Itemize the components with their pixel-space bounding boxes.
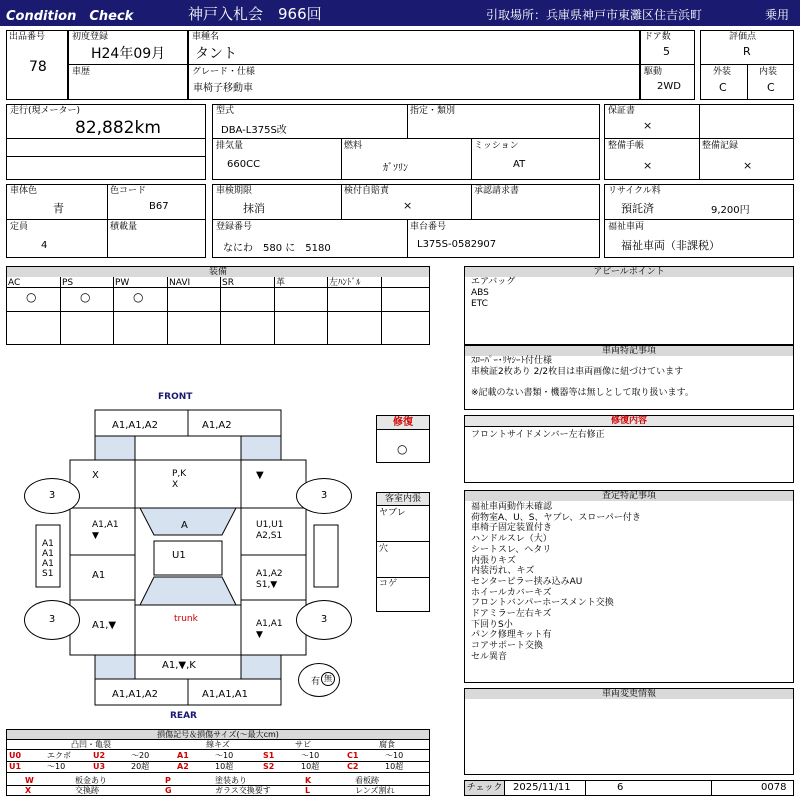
- car-name-label: 車種名: [192, 32, 220, 42]
- legend-code-1-3: S2: [263, 762, 275, 771]
- legend2-desc-0-1: 塗装あり: [215, 776, 247, 785]
- pickup-location: 引取場所：兵庫県神戸市東灘区住吉浜町: [486, 8, 703, 22]
- equip-divider-low: [327, 311, 328, 345]
- color-code-value: B67: [149, 201, 169, 212]
- legend-desc-1-0: 〜10: [47, 762, 66, 771]
- welfare-label: 福祉車両: [608, 222, 645, 232]
- appeal-line-1: ABS: [471, 288, 489, 298]
- designation-label: 指定・類別: [410, 106, 456, 116]
- legend-code-0-1: U2: [93, 751, 106, 760]
- repair-content-title: 修復内容: [465, 416, 793, 427]
- wheel-fl-value: 3: [48, 490, 56, 501]
- inspection-note-line-11: 下回りS小: [471, 619, 513, 630]
- legend-desc-1-4: 10超: [385, 762, 404, 771]
- inspection-cell: [212, 184, 600, 258]
- interior-tear: ヤブレ: [379, 508, 406, 518]
- wheel-front-right: [296, 478, 352, 514]
- legend-desc-1-3: 10超: [301, 762, 320, 771]
- appeal-line-2: ETC: [471, 299, 488, 309]
- inspection-note-line-2: 車椅子固定装置付き: [471, 523, 553, 534]
- self-inspect-value: ×: [403, 199, 413, 212]
- legend2-code-1-1: G: [165, 786, 172, 795]
- rating-cell: [700, 30, 794, 100]
- legend-title: 損傷記号＆損傷サイズ(〜最大cm): [7, 730, 429, 740]
- equip-mark-1: ○: [80, 290, 91, 304]
- inspection-notes-box: [464, 501, 794, 683]
- equip-divider: [381, 277, 382, 311]
- legend-line: [7, 749, 429, 750]
- legend-body: [7, 740, 429, 795]
- model-cell: [212, 104, 600, 180]
- equip-row-line2: [6, 311, 430, 312]
- inspection-note-line-10: ドアミラー左右キズ: [471, 609, 552, 620]
- legend-code-0-2: A1: [177, 751, 189, 760]
- repair-content-box: [464, 415, 794, 483]
- legend-desc-0-0: エクボ: [47, 751, 71, 760]
- load-label: 積載量: [110, 222, 138, 232]
- equip-divider-low: [60, 311, 61, 345]
- interior-center: U1: [172, 550, 186, 561]
- rear-bumper-left: A1,A1,A2: [112, 689, 158, 700]
- warranty-value: ×: [643, 119, 653, 132]
- equip-divider: [220, 277, 221, 311]
- recycle-fee: 9,200円: [711, 205, 750, 216]
- spare-tire: [298, 663, 340, 697]
- trunk-label: trunk: [174, 614, 198, 624]
- capacity-label: 定員: [10, 222, 29, 232]
- appeal-box: [464, 277, 794, 345]
- doors-cell: [640, 30, 695, 100]
- lot-number: 78: [29, 59, 47, 75]
- equip-divider-low: [381, 311, 382, 345]
- legend2-desc-0-0: 板金あり: [75, 776, 107, 785]
- repair-cell: [376, 415, 430, 463]
- doors-value: 5: [663, 45, 670, 58]
- equipment-grid: [6, 277, 430, 345]
- hood-right-panel: ▼: [256, 470, 264, 481]
- equip-label-6: 左ﾊﾝﾄﾞﾙ: [329, 278, 361, 288]
- left-side-sill: A1 A1 A1 S1: [42, 539, 54, 579]
- first-reg-value: H24年09月: [91, 46, 166, 62]
- spare-label: 有: [311, 677, 321, 687]
- reg-no-label: 登録番号: [216, 222, 253, 232]
- inspection-label: 車検期限: [216, 186, 253, 196]
- special-line-2: [471, 378, 694, 388]
- displacement-label: 排気量: [216, 141, 244, 151]
- first-reg-label: 初度登録: [72, 32, 109, 42]
- legend-desc-0-1: 〜20: [131, 751, 150, 760]
- legend2-code-1-0: X: [25, 786, 32, 795]
- legend2-desc-1-2: レンズ割れ: [355, 786, 395, 795]
- color-cell: [6, 184, 206, 258]
- warranty-label: 保証書: [608, 106, 636, 116]
- damage-legend: [6, 729, 430, 796]
- lot-cell: [6, 30, 68, 100]
- inspection-note-line-3: ハンドルスレ（大）: [471, 534, 552, 545]
- legend-code-0-0: U0: [9, 751, 22, 760]
- quarter-left: A1,▼: [92, 620, 117, 631]
- header-bar: [0, 0, 800, 26]
- inspection-note-line-8: ホイールカバーキズ: [471, 587, 552, 598]
- rear-label: REAR: [170, 711, 197, 721]
- legend-code-0-4: C1: [347, 751, 359, 760]
- header-title: Condition Check: [6, 9, 134, 24]
- legend-row-line2: [7, 785, 429, 786]
- legend-desc-0-3: 〜10: [301, 751, 320, 760]
- check-label: チェック: [465, 781, 505, 795]
- repair-mark: ○: [397, 442, 408, 456]
- footer-box: [464, 780, 794, 796]
- legend2-code-1-2: L: [305, 786, 311, 795]
- record-value: ×: [743, 159, 753, 172]
- inspection-note-line-7: センターピラー挟み込みAU: [471, 576, 583, 587]
- manual-label: 整備手帳: [608, 141, 645, 151]
- record-label: 整備記録: [702, 141, 739, 151]
- displacement-value: 660CC: [227, 159, 261, 170]
- approval-label: 承認請求書: [474, 186, 520, 196]
- mission-value: AT: [513, 159, 526, 170]
- inspection-note-line-14: セル異音: [471, 651, 508, 662]
- spare-mark: 無: [321, 672, 335, 686]
- equip-label-3: NAVI: [169, 278, 191, 288]
- wheel-rl-value: 3: [48, 614, 56, 625]
- appeal-title: アピールポイント: [464, 266, 794, 278]
- inspection-note-line-0: 福祉車両動作未確認: [471, 502, 553, 512]
- legend-code-1-2: A2: [177, 762, 189, 771]
- legend-group-1: 線キズ: [206, 740, 230, 749]
- equip-divider-low: [220, 311, 221, 345]
- legend-desc-0-2: 〜10: [215, 751, 234, 760]
- grade-value: 車椅子移動車: [193, 83, 253, 94]
- legend2-desc-1-0: 交換跡: [75, 786, 99, 795]
- manual-value: ×: [643, 159, 653, 172]
- legend-group-3: 腐食: [379, 740, 395, 749]
- legend-code-1-0: U1: [9, 762, 22, 771]
- chassis-value: L375S-0582907: [417, 239, 497, 250]
- wheel-front-left: [24, 478, 80, 514]
- interior-label: 内装: [759, 67, 778, 77]
- inspection-note-line-12: パンク修理キット有: [471, 630, 552, 641]
- front-bumper-left: A1,A1,A2: [112, 420, 158, 431]
- equip-divider-low: [167, 311, 168, 345]
- equip-divider: [60, 277, 61, 311]
- equip-label-4: SR: [222, 278, 234, 288]
- interior-value: C: [767, 81, 775, 94]
- inspection-notes-title: 査定特記事項: [464, 490, 794, 502]
- wheel-rr-value: 3: [320, 614, 328, 625]
- color-code-label: 色コード: [110, 186, 147, 196]
- chassis-label: 車台番号: [410, 222, 447, 232]
- wheel-rear-right: [296, 600, 352, 640]
- warranty-cell: [604, 104, 794, 180]
- special-list: [471, 356, 694, 399]
- equip-divider: [327, 277, 328, 311]
- inspection-note-line-4: シートスレ、ヘタリ: [471, 544, 552, 555]
- equip-divider: [274, 277, 275, 311]
- interior-burn: コゲ: [379, 579, 398, 589]
- fuel-value: ｶﾞｿﾘﾝ: [383, 163, 408, 174]
- recycle-cell: [604, 184, 794, 258]
- mission-label: ミッション: [474, 141, 519, 151]
- mileage-cell: [6, 104, 206, 180]
- door-front-left: A1,A1 ▼: [92, 520, 119, 541]
- interior-hole: 穴: [379, 544, 389, 554]
- color-value: 青: [53, 202, 64, 215]
- equipment-title: 装備: [6, 266, 430, 278]
- equip-divider: [167, 277, 168, 311]
- equip-divider: [113, 277, 114, 311]
- check-date: 2025/11/11: [513, 782, 571, 793]
- self-inspect-label: 検付自賠責: [344, 186, 390, 196]
- interior-state-box: [376, 492, 430, 612]
- appeal-line-0: エアバッグ: [471, 277, 516, 287]
- auction-name: 神戸入札会 966回: [188, 5, 322, 23]
- capacity-value: 4: [41, 240, 48, 251]
- fuel-label: 燃料: [344, 141, 363, 151]
- drive-value: 2WD: [657, 81, 681, 92]
- first-reg-cell: [68, 30, 188, 100]
- door-front-right: U1,U1 A2,S1: [256, 520, 284, 541]
- door-rear-left: A1: [92, 570, 106, 581]
- legend-desc-0-4: 〜10: [385, 751, 404, 760]
- inspection-note-line-13: コアサポート交換: [471, 641, 544, 652]
- appeal-list: [471, 277, 515, 310]
- legend-desc-1-1: 20超: [131, 762, 150, 771]
- car-diagram: [0, 385, 376, 725]
- legend-group-0: 凸凹・亀裂: [71, 740, 111, 749]
- lot-label: 出品番号: [9, 32, 46, 42]
- drive-label: 駆動: [644, 67, 663, 77]
- door-rear-right: A1,A2 S1,▼: [256, 569, 283, 590]
- repair-content-text: フロントサイドメンバー左右修正: [471, 430, 605, 440]
- equip-divider-low: [113, 311, 114, 345]
- model-label: 型式: [216, 106, 235, 116]
- legend-code-1-1: U3: [93, 762, 106, 771]
- special-box: [464, 356, 794, 410]
- history-label: 車歴: [72, 67, 91, 77]
- legend-row-line: [7, 772, 429, 773]
- grade-label: グレード・仕様: [192, 67, 256, 77]
- hood-left-panel: X: [92, 470, 99, 481]
- inspection-note-line-6: 内装汚れ、キズ: [471, 566, 535, 577]
- rating-value: R: [743, 45, 751, 58]
- recycle-status: 預託済: [621, 202, 654, 215]
- wheel-rear-left: [24, 600, 80, 640]
- legend-group-2: サビ: [295, 740, 311, 749]
- change-info-title: 車両変更情報: [464, 688, 794, 700]
- repair-label: 修復: [377, 416, 429, 430]
- welfare-value: 福祉車両（非課税）: [621, 239, 720, 252]
- legend2-desc-0-2: 看板跡: [355, 776, 379, 785]
- reg-no-value: なにわ 580 に 5180: [223, 243, 331, 254]
- rear-bumper-right: A1,A1,A1: [202, 689, 248, 700]
- doors-label: ドア数: [644, 32, 671, 42]
- check-code: 0078: [761, 782, 787, 793]
- roof-panel: A: [181, 520, 188, 531]
- special-title: 車両特記事項: [464, 345, 794, 357]
- equip-label-0: AC: [8, 278, 21, 288]
- use-type: 乗用: [765, 8, 790, 22]
- legend-desc-1-2: 10超: [215, 762, 234, 771]
- special-line-3: ※記載のない書類・機器等は無しとして取り扱います。: [471, 388, 694, 398]
- quarter-right: A1,A1 ▼: [256, 619, 283, 640]
- equip-row-line: [6, 287, 430, 288]
- model-value: DBA-L375S改: [221, 125, 287, 136]
- exterior-label: 外装: [713, 67, 732, 77]
- mileage-value: 82,882km: [75, 118, 161, 138]
- inspection-note-line-9: フロントバンパーホースメント交換: [471, 598, 614, 609]
- exterior-value: C: [719, 81, 727, 94]
- hood-center: P,K X: [172, 469, 187, 490]
- legend2-code-0-1: P: [165, 776, 171, 785]
- legend2-desc-1-1: ガラス交換要す: [215, 786, 271, 795]
- legend-code-1-4: C2: [347, 762, 359, 771]
- interior-state-title: 客室内張: [377, 493, 429, 506]
- inspection-notes-list: [471, 502, 641, 663]
- special-line-1: 車検証2枚あり 2/2枚目は車両画像に紐づけています: [471, 367, 684, 377]
- front-label: FRONT: [158, 392, 193, 402]
- equip-label-5: 革: [276, 278, 286, 288]
- trunk-lid: A1,▼,K: [162, 660, 196, 671]
- rating-label: 評価点: [729, 32, 757, 42]
- change-info-box: [464, 699, 794, 775]
- equip-label-2: PW: [115, 278, 130, 288]
- equip-mark-2: ○: [133, 290, 144, 304]
- special-line-0: ｽﾛｰﾊﾟｰ･ﾘﾔｼｰﾄ付仕様: [471, 356, 553, 366]
- mileage-label: 走行(現メーター): [10, 106, 81, 116]
- check-number: 6: [617, 782, 624, 793]
- inspection-value: 抹消: [243, 202, 265, 215]
- car-name-value: タント: [195, 46, 237, 62]
- recycle-label: リサイクル料: [608, 186, 661, 196]
- legend2-code-0-2: K: [305, 776, 312, 785]
- color-label: 車体色: [10, 186, 38, 196]
- legend2-code-0-0: W: [25, 776, 34, 785]
- inspection-note-line-5: 内張りキズ: [471, 555, 516, 566]
- front-bumper-right: A1,A2: [202, 420, 232, 431]
- equip-label-1: PS: [62, 278, 74, 288]
- inspection-note-line-1: 荷物室A、U、S、ヤブレ、スローパー付き: [471, 512, 641, 523]
- equip-mark-0: ○: [26, 290, 37, 304]
- equip-divider-low: [274, 311, 275, 345]
- car-name-cell: [188, 30, 640, 100]
- wheel-fr-value: 3: [320, 490, 328, 501]
- legend-code-0-3: S1: [263, 751, 275, 760]
